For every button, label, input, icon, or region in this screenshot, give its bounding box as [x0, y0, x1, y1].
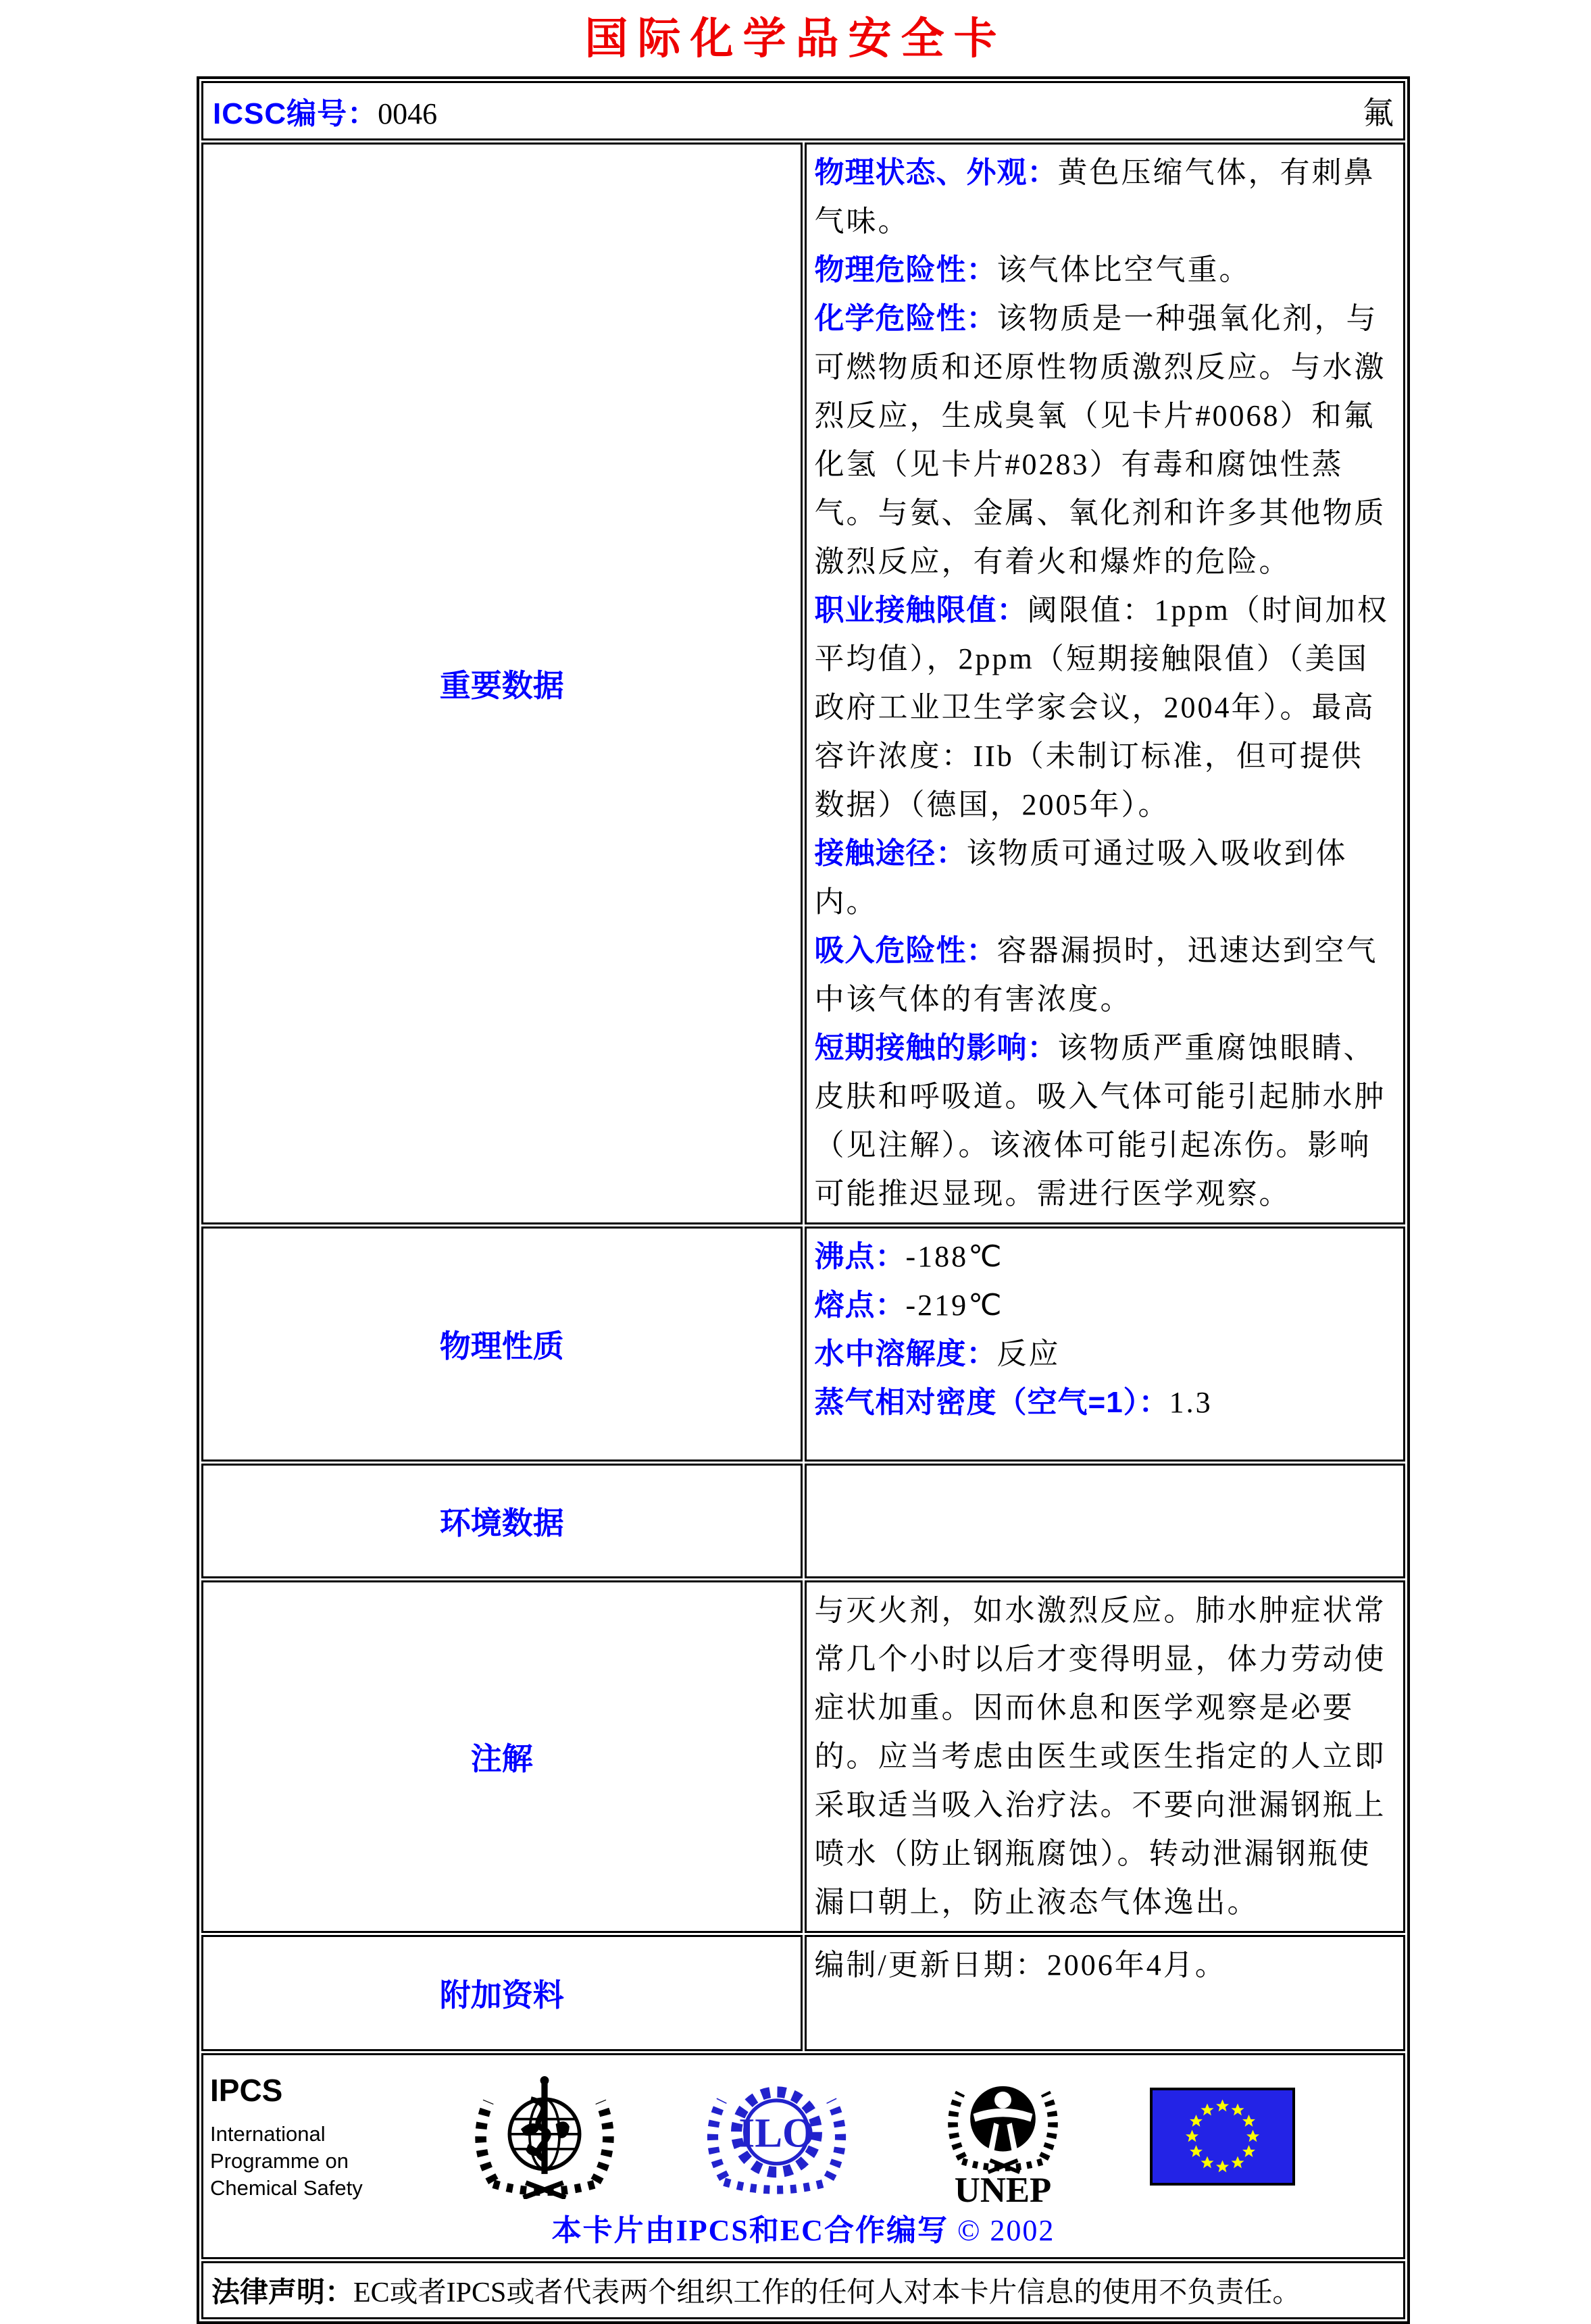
notes-content — [805, 1580, 1406, 1933]
physical-property-item — [815, 1233, 1392, 1281]
page-title: 国际化学品安全卡 — [584, 15, 1007, 63]
field-text: 该物质是一种强氧化剂，与可燃物质和还原性物质激烈反应。与水激烈反应，生成臭氧（见卡片#0068）和氟化氢（见卡片#0283）有毒和腐蚀性蒸气。与氨、金属、氧化剂和许多其他物质激烈反应，有着火和爆炸的危险。 — [814, 302, 1386, 579]
additional-info-row — [201, 1935, 1405, 2051]
field-label: 蒸气相对密度（空气=1）： — [814, 1386, 1169, 1420]
logos-cell — [201, 2053, 1405, 2259]
eu-flag-icon — [1150, 2088, 1295, 2186]
important-data-item — [815, 294, 1392, 586]
copyright-text: © 2002 — [957, 2214, 1055, 2248]
physical-property-item — [815, 1281, 1392, 1330]
ipcs-line: Chemical Safety — [210, 2175, 363, 2200]
icsc-card-table — [197, 76, 1410, 2324]
additional-info-text: 编制/更新日期：2006年4月。 — [814, 1948, 1227, 1982]
icsc-number-value: 0046 — [378, 97, 438, 131]
notes-section-label: 注解 — [201, 1580, 803, 1933]
important-data-row — [201, 143, 1405, 1224]
field-text: -188℃ — [905, 1240, 1004, 1274]
field-text: 该物质严重腐蚀眼睛、皮肤和呼吸道。吸入气体可能引起肺水肿（见注解）。该液体可能引起冻伤。影响可能推迟显现。需进行医学观察。 — [814, 1031, 1386, 1211]
field-label: 接触途径： — [814, 837, 967, 871]
who-logo-icon — [463, 2074, 626, 2199]
field-text: 该气体比空气重。 — [996, 253, 1251, 287]
additional-info-section-label: 附加资料 — [201, 1935, 803, 2051]
field-label: 物理状态、外观： — [814, 156, 1058, 190]
field-label: 职业接触限值： — [814, 594, 1028, 627]
notes-row — [201, 1580, 1405, 1933]
field-text: 阈限值：1ppm（时间加权平均值），2ppm（短期接触限值）（美国政府工业卫生学家会议，2004年）。最高容许浓度：IIb（未制订标准，但可提供数据）（德国，2005年）。 — [814, 594, 1389, 822]
legal-row — [201, 2261, 1405, 2319]
environmental-data-row — [201, 1464, 1405, 1578]
field-label: 吸入危险性： — [814, 934, 997, 968]
physical-property-item — [815, 1378, 1392, 1427]
field-text: 容器漏损时，迅速达到空气中该气体的有害浓度。 — [814, 934, 1378, 1016]
physical-property-item — [815, 1330, 1392, 1378]
important-data-content — [805, 143, 1406, 1224]
important-data-item — [815, 586, 1392, 829]
important-data-item — [815, 246, 1392, 294]
important-data-item — [815, 829, 1392, 927]
icsc-page — [0, 11, 1591, 2309]
legal-cell — [201, 2261, 1405, 2319]
important-data-section-label: 重要数据 — [201, 143, 803, 1224]
icsc-header-cell — [201, 81, 1405, 140]
field-text: 反应 — [996, 1337, 1061, 1371]
icsc-number-group — [213, 89, 437, 132]
physical-properties-row — [201, 1226, 1405, 1462]
field-text: -219℃ — [905, 1289, 1004, 1322]
chemical-name: 氟 — [1363, 96, 1394, 131]
field-text: 1.3 — [1169, 1386, 1213, 1420]
unep-logo-text: UNEP — [954, 2171, 1051, 2206]
cooperation-caption-text: 本卡片由IPCS和EC合作编写 — [551, 2214, 949, 2248]
ipcs-line: International — [210, 2121, 326, 2146]
logos-row — [201, 2053, 1405, 2259]
field-text: 该物质可通过吸入吸收到体内。 — [814, 837, 1348, 919]
field-label: 短期接触的影响： — [814, 1031, 1058, 1065]
icsc-header-row — [201, 81, 1405, 140]
notes-text: 与灭火剂，如水激烈反应。肺水肿症状常常几个小时以后才变得明显，体力劳动使症状加重。因而休息和医学观察是必要的。应当考虑由医生或医生指定的人立即采取适当吸入治疗法。不要向泄漏钢瓶上喷水（防止钢瓶腐蚀）。转动泄漏钢瓶使漏口朝上，防止液态气体逸出。 — [814, 1594, 1386, 1919]
field-label: 沸点： — [814, 1240, 906, 1274]
legal-label: 法律声明： — [211, 2276, 354, 2308]
physical-properties-content — [805, 1226, 1406, 1462]
ipcs-text-block — [210, 2072, 393, 2202]
unep-logo-icon — [927, 2067, 1079, 2206]
legal-text: EC或者IPCS或者代表两个组织工作的任何人对本卡片信息的使用不负责任。 — [353, 2277, 1301, 2309]
environmental-data-section-label: 环境数据 — [201, 1464, 803, 1578]
field-label: 熔点： — [814, 1289, 906, 1322]
ilo-logo-text: ILO — [738, 2110, 815, 2157]
important-data-item — [815, 149, 1392, 246]
field-label: 化学危险性： — [814, 302, 997, 336]
cooperation-caption — [210, 2206, 1396, 2249]
field-label: 物理危险性： — [814, 253, 997, 287]
environmental-data-content — [805, 1464, 1406, 1578]
ipcs-line: Programme on — [210, 2148, 349, 2173]
additional-info-content — [805, 1935, 1406, 2051]
icsc-number-label: ICSC编号： — [213, 97, 378, 131]
field-text: 黄色压缩气体，有刺鼻气味。 — [814, 156, 1375, 238]
physical-properties-section-label: 物理性质 — [201, 1226, 803, 1462]
field-label: 水中溶解度： — [814, 1337, 997, 1371]
important-data-item — [815, 1024, 1392, 1218]
important-data-item — [815, 927, 1392, 1024]
ilo-logo-icon — [697, 2076, 856, 2198]
ipcs-acronym: IPCS — [210, 2072, 283, 2108]
